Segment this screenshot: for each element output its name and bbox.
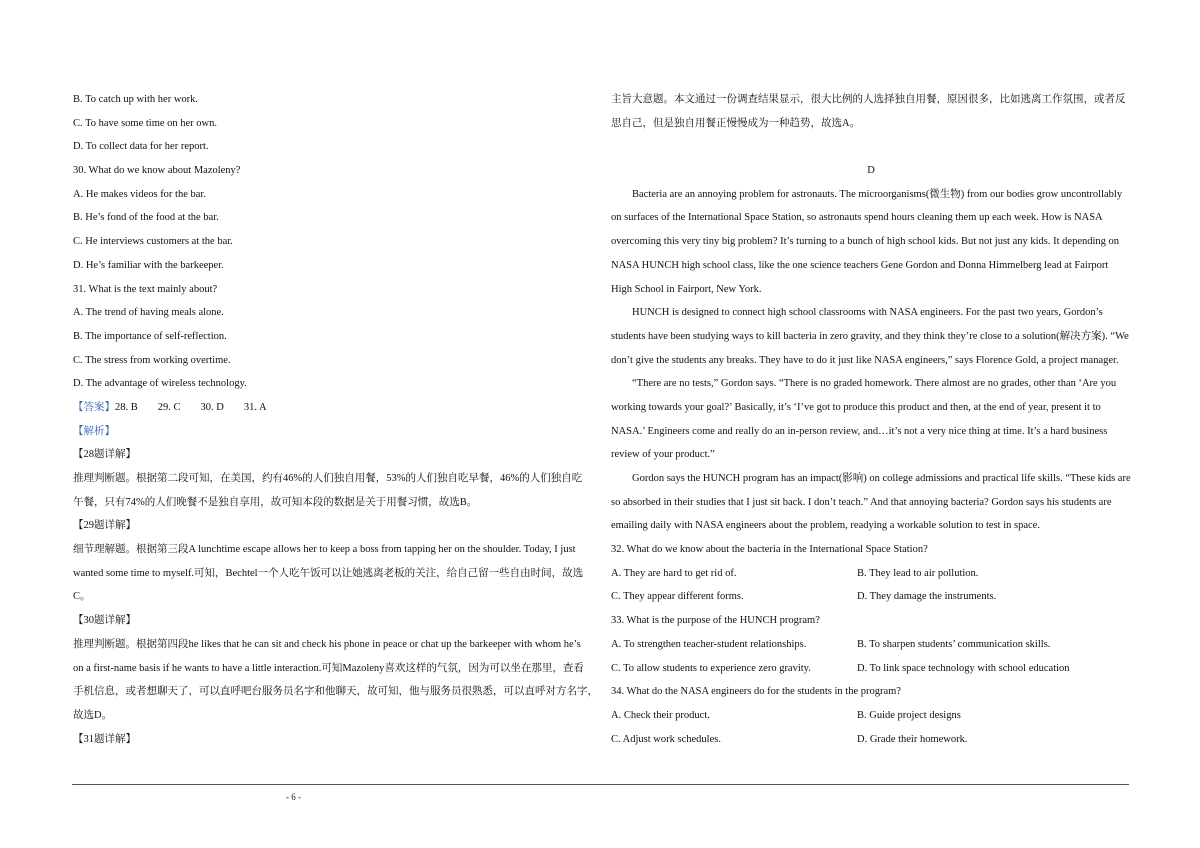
option-b: B. They lead to air pollution. (857, 567, 979, 579)
question-stem: 30. What do we know about Mazoleny? (73, 165, 241, 177)
passage-line: on surfaces of the International Space Station, so astronauts spend hours cleaning them up each week. How is NASA (611, 212, 1103, 224)
option-b: B. Guide project designs (857, 709, 961, 721)
option-row (611, 657, 1131, 681)
answer-item: 28. B (115, 401, 138, 413)
option-line: D. The advantage of wireless technology. (73, 378, 247, 390)
explanation-line: 午餐，只有74%的人们晚餐不是独自享用，故可知本段的数据是关于用餐习惯，故选B。 (73, 496, 478, 508)
option-line: D. He’s familiar with the barkeeper. (73, 259, 224, 271)
footer-divider (72, 784, 1129, 785)
option-a: A. Check their product. (611, 709, 710, 721)
option-d: D. Grade their homework. (857, 733, 968, 745)
passage-line: HUNCH is designed to connect high school classrooms with NASA engineers. For the past two years, Gordon’s (632, 307, 1103, 319)
option-line: B. To catch up with her work. (73, 94, 199, 105)
option-d: D. They damage the instruments. (857, 591, 997, 603)
passage-line: review of your product.” (611, 449, 715, 461)
right-column (611, 88, 1131, 751)
option-a: A. They are hard to get rid of. (611, 567, 737, 579)
explanation-line: C。 (73, 591, 91, 603)
passage-line: NASA HUNCH high school class, like the one science teachers Gene Gordon and Donna Himmelberg lead at Fairport (611, 259, 1109, 271)
option-line: C. To have some time on her own. (73, 117, 218, 129)
passage-line: so absorbed in their studies that I just sit back. I don’t teach.” And that annoying bacteria? Gordon says his students are (611, 496, 1112, 508)
passage-line: “There are no tests,” Gordon says. “There is no graded homework. There almost are no grades, other than ‘Are you (632, 378, 1117, 390)
option-line: D. To collect data for her report. (73, 141, 209, 153)
explanation-line: 故选D。 (73, 709, 113, 721)
question-stem: 34. What do the NASA engineers do for the students in the program? (611, 686, 901, 698)
passage-line: working towards your goal?’ Basically, it’s ‘I’ve got to produce this product and then, at the end of year, present it to (611, 401, 1101, 413)
passage-line: High School in Fairport, New York. (611, 283, 762, 295)
explanation-line: 推理判断题。根据第四段he likes that he can sit and check his phone in peace or chat up the barkeeper with whom he’s (73, 638, 581, 650)
passage-line: Gordon says the HUNCH program has an impact(影响) on college admissions and practical life skills. “These kids are (632, 473, 1131, 484)
option-c: C. To allow students to experience zero gravity. (611, 662, 811, 674)
section-heading: D (867, 165, 875, 177)
passage-line: NASA.’ Engineers come and really do an in-person review, and…it’s not a very nice thing at time. It’s a hard business (611, 425, 1108, 437)
option-row (611, 562, 1131, 586)
answer-key (73, 396, 591, 420)
answer-item: 31. A (243, 401, 267, 413)
option-line: B. He’s fond of the food at the bar. (73, 212, 219, 224)
option-line: A. The trend of having meals alone. (73, 307, 224, 319)
question-stem: 31. What is the text mainly about? (73, 283, 218, 295)
explanation-line: 思自己，但是独自用餐正慢慢成为一种趋势，故选A。 (611, 117, 861, 129)
passage-line: students have been studying ways to kill bacteria in zero gravity, and they think they’re close to a solution(解决方案). “We (611, 330, 1129, 342)
question-stem: 33. What is the purpose of the HUNCH program? (611, 615, 820, 627)
page-number: - 6 - (286, 792, 301, 802)
question-stem: 32. What do we know about the bacteria in the International Space Station? (611, 544, 928, 556)
answer-item: 29. C (157, 401, 181, 413)
explanation-line: wanted some time to myself.可知，Bechtel一个人吃午饭可以让她逃离老板的关注，给自己留一些自由时间，故选 (73, 567, 584, 579)
explanation-line: 手机信息，或者想聊天了，可以直呼吧台服务员名字和他聊天，故可知，他与服务员很熟悉，可以直呼对方名字， (73, 686, 598, 698)
explanation-title: 【31题详解】 (73, 733, 136, 745)
option-row (611, 728, 1131, 752)
option-line: C. The stress from working overtime. (73, 354, 231, 366)
explanation-line: 细节理解题。根据第三段A lunchtime escape allows her to keep a boss from tapping her on the shoulder. Today, I just (73, 544, 576, 556)
explanation-line: on a first-name basis if he wants to have a little interaction.可知Mazoleny喜欢这样的气氛，因为可以坐在那里，查看 (73, 662, 584, 674)
explanation-title: 【30题详解】 (73, 615, 136, 627)
left-column (73, 88, 598, 751)
option-row (611, 704, 1131, 728)
passage-line: emailing daily with NASA engineers about the problem, readying a workable solution to test in space. (611, 520, 1040, 532)
option-line: A. He makes videos for the bar. (73, 188, 206, 200)
option-a: A. To strengthen teacher-student relationships. (611, 638, 807, 650)
option-d: D. To link space technology with school education (857, 662, 1070, 674)
option-line: B. The importance of self-reflection. (73, 330, 227, 342)
explanation-line: 推理判断题。根据第二段可知，在美国，约有46%的人们独自用餐，53%的人们独自吃早餐，46%的人们独自吃 (73, 473, 583, 484)
option-c: C. Adjust work schedules. (611, 733, 721, 745)
option-line: C. He interviews customers at the bar. (73, 236, 233, 248)
option-c: C. They appear different forms. (611, 591, 744, 603)
answer-item: 30. D (200, 401, 224, 413)
answer-label: 【答案】 (73, 401, 115, 413)
option-row (611, 633, 1131, 657)
explanation-title: 【29题详解】 (73, 520, 136, 532)
option-b: B. To sharpen students’ communication skills. (857, 638, 1051, 650)
explanation-title: 【28题详解】 (73, 449, 136, 461)
option-row (611, 585, 1131, 609)
explanation-line: 主旨大意题。本文通过一份调查结果显示，很大比例的人选择独自用餐，原因很多，比如逃离工作氛围，或者反 (611, 94, 1126, 105)
passage-line: overcoming this very tiny big problem? It’s turning to a bunch of high school kids. But not just any kids. It depending on (611, 236, 1120, 248)
passage-line: don’t give the students any breaks. They have to do it just like NASA engineers,” says Florence Gold, a project manager. (611, 354, 1119, 366)
passage-line: Bacteria are an annoying problem for astronauts. The microorganisms(微生物) from our bodies grow uncontrollably (632, 188, 1123, 200)
analysis-label: 【解析】 (73, 425, 115, 437)
